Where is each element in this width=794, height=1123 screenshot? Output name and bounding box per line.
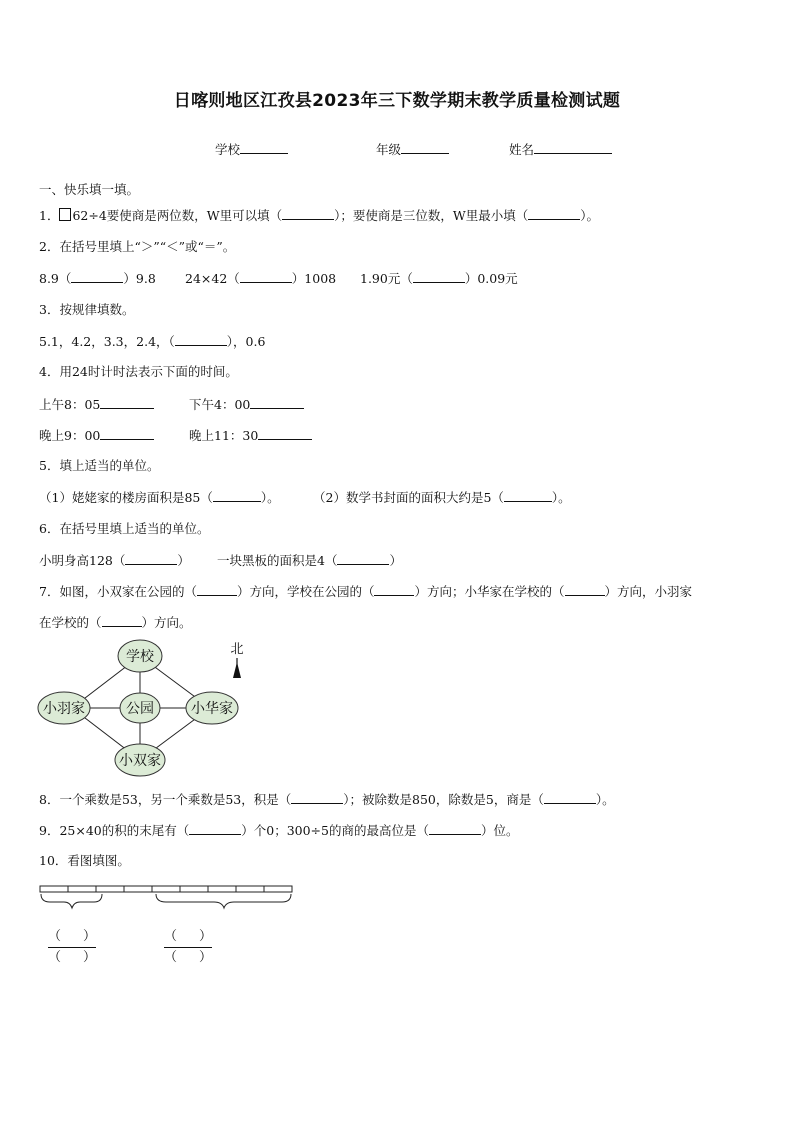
q5-number: 5． <box>39 458 60 473</box>
q1-text-c: ）。 <box>580 208 600 223</box>
q2-text: 在括号里填上“＞”“＜”或“＝”。 <box>59 239 236 254</box>
q8-text-b: ）；被除数是850，除数是5，商是（ <box>343 792 544 807</box>
name-label: 姓名 <box>509 142 535 157</box>
q2-b-left: 24×42（ <box>185 271 240 286</box>
q5-text: 填上适当的单位。 <box>59 458 160 473</box>
q2-a-right: ）9.8 <box>123 271 156 286</box>
q2-c-right: ）0.09元 <box>464 271 518 286</box>
q2-blank-c[interactable] <box>413 270 465 283</box>
q1-text-a: 62÷4要使商是两位数，W里可以填（ <box>72 208 283 223</box>
direction-map <box>30 636 260 782</box>
q1-blank-1[interactable] <box>282 207 334 220</box>
q9-text-a: 25×40的积的末尾有（ <box>59 823 190 838</box>
fraction-blank-left[interactable] <box>44 928 100 967</box>
q9-text-c: ）位。 <box>481 823 519 838</box>
q6-s1-end: ） <box>177 553 190 568</box>
q3-seq-text: 5.1，4.2，3.3，2.4，（ <box>39 334 175 349</box>
left-brace <box>41 894 102 908</box>
numerator-parens <box>160 928 216 946</box>
open-paren: （ <box>163 929 177 944</box>
section-heading: 一、快乐填一填。 <box>39 182 140 197</box>
q8-blank-2[interactable] <box>544 791 596 804</box>
q5-item-2 <box>313 489 571 506</box>
q5-s2-end: ）。 <box>551 490 571 505</box>
q3-number: 3． <box>39 302 60 317</box>
close-paren: ） <box>83 950 97 965</box>
page-title: 日喀则地区江孜县2023年三下数学期末教学质量检测试题 <box>173 91 621 111</box>
q4-blank-3[interactable] <box>100 427 154 440</box>
q1-number: 1． <box>39 208 60 223</box>
q4-time-1: 上午8：05 <box>39 397 101 412</box>
open-paren: （ <box>47 950 61 965</box>
question-8 <box>39 791 615 808</box>
q8-blank-1[interactable] <box>291 791 343 804</box>
grade-label: 年级 <box>376 142 402 157</box>
q4-blank-2[interactable] <box>250 396 304 409</box>
q5-blank-2[interactable] <box>504 489 552 502</box>
q6-blank-2[interactable] <box>337 552 389 565</box>
q6-blank-1[interactable] <box>125 552 177 565</box>
q4-time-3: 晚上9：00 <box>39 428 101 443</box>
q4-time-2: 下午4：00 <box>189 397 251 412</box>
question-10 <box>39 853 130 869</box>
q8-number: 8． <box>39 792 60 807</box>
q7-text-a: 如图，小双家在公园的（ <box>59 584 197 599</box>
question-1 <box>39 207 599 224</box>
q1-blank-2[interactable] <box>528 207 580 220</box>
q2-b-right: ）1008 <box>291 271 337 286</box>
q3-seq-end: ），0.6 <box>226 334 266 349</box>
q5-blank-1[interactable] <box>213 489 261 502</box>
q4-item-1 <box>39 396 154 413</box>
map-label-xiaohua: 小华家 <box>191 701 233 717</box>
school-field[interactable] <box>215 140 288 158</box>
q5-s1-text: （1）姥姥家的楼房面积是85（ <box>39 490 213 505</box>
q2-item-a <box>39 270 156 287</box>
close-paren: ） <box>199 950 213 965</box>
q4-time-4: 晚上11：30 <box>189 428 259 443</box>
close-paren: ） <box>199 929 213 944</box>
q2-blank-b[interactable] <box>240 270 292 283</box>
q3-text: 按规律填数。 <box>59 302 135 317</box>
q7-number: 7． <box>39 584 60 599</box>
map-label-park: 公园 <box>126 701 154 717</box>
q7-text-d: ）方向，小羽家 <box>604 584 693 599</box>
q6-item-2 <box>217 552 402 569</box>
open-paren: （ <box>47 929 61 944</box>
question-7 <box>39 583 692 600</box>
numerator-parens <box>44 928 100 946</box>
q2-item-b <box>185 270 336 287</box>
q7-blank-4[interactable] <box>102 614 142 627</box>
north-arrow-icon <box>233 658 241 678</box>
q5-item-1 <box>39 489 280 506</box>
q9-number: 9． <box>39 823 60 838</box>
question-5 <box>39 458 159 474</box>
q7-blank-2[interactable] <box>374 583 414 596</box>
q5-s2-text: （2）数学书封面的面积大约是5（ <box>313 490 504 505</box>
q9-text-b: ）个0；300÷5的商的最高位是（ <box>241 823 429 838</box>
open-paren: （ <box>163 950 177 965</box>
q2-item-c <box>360 270 518 287</box>
map-label-xiaoshuang: 小双家 <box>119 753 161 769</box>
q1-text-b: ）；要使商是三位数，W里最小填（ <box>334 208 529 223</box>
question-6 <box>39 521 209 537</box>
segment-bar <box>40 886 292 892</box>
school-label: 学校 <box>215 142 241 157</box>
question-2 <box>39 239 235 255</box>
denominator-parens <box>160 949 216 967</box>
q7-blank-3[interactable] <box>565 583 605 596</box>
q7-text-e: 在学校的（ <box>39 615 102 630</box>
q6-s2-text: 一块黑板的面积是4（ <box>217 553 338 568</box>
close-paren: ） <box>83 929 97 944</box>
north-label: 北 <box>230 642 244 657</box>
q2-a-left: 8.9（ <box>39 271 72 286</box>
q7-line-2 <box>39 614 192 631</box>
name-field[interactable] <box>509 140 612 158</box>
fraction-bar <box>48 947 96 948</box>
q3-blank[interactable] <box>175 333 227 346</box>
q6-item-1 <box>39 552 190 569</box>
segment-bar-figure <box>36 880 298 914</box>
question-4 <box>39 364 238 380</box>
name-blank[interactable] <box>534 141 612 154</box>
q2-c-left: 1.90元（ <box>360 271 413 286</box>
denominator-parens <box>44 949 100 967</box>
map-label-school: 学校 <box>126 649 154 665</box>
q5-s1-end: ）。 <box>260 490 280 505</box>
q6-s2-end: ） <box>389 553 402 568</box>
q7-blank-1[interactable] <box>197 583 237 596</box>
q7-text-c: ）方向；小华家在学校的（ <box>414 584 565 599</box>
question-9 <box>39 822 519 839</box>
grade-field[interactable] <box>376 140 449 158</box>
q4-item-2 <box>189 396 304 413</box>
q4-text: 用24时计时法表示下面的时间。 <box>59 364 238 379</box>
school-blank[interactable] <box>240 141 288 154</box>
q2-number: 2． <box>39 239 60 254</box>
q9-blank-2[interactable] <box>429 822 481 835</box>
square-box-icon <box>59 208 71 221</box>
q7-text-b: ）方向，学校在公园的（ <box>236 584 375 599</box>
q4-number: 4． <box>39 364 60 379</box>
q3-sequence <box>39 333 265 350</box>
q4-item-3 <box>39 427 154 444</box>
q4-blank-1[interactable] <box>100 396 154 409</box>
fraction-bar <box>164 947 212 948</box>
q10-number: 10． <box>39 853 68 868</box>
q4-item-4 <box>189 427 312 444</box>
right-brace <box>156 894 291 908</box>
q2-blank-a[interactable] <box>71 270 123 283</box>
grade-blank[interactable] <box>401 141 449 154</box>
q8-text-c: ）。 <box>595 792 615 807</box>
q6-s1-text: 小明身高128（ <box>39 553 126 568</box>
q6-text: 在括号里填上适当的单位。 <box>59 521 210 536</box>
q6-number: 6． <box>39 521 60 536</box>
q9-blank-1[interactable] <box>189 822 241 835</box>
q10-text: 看图填图。 <box>67 853 130 868</box>
q4-blank-4[interactable] <box>258 427 312 440</box>
map-label-xiaoyu: 小羽家 <box>43 701 85 717</box>
q8-text-a: 一个乘数是53，另一个乘数是53，积是（ <box>59 792 292 807</box>
question-3 <box>39 302 134 318</box>
q7-text-f: ）方向。 <box>141 615 192 630</box>
fraction-blank-right[interactable] <box>160 928 216 967</box>
